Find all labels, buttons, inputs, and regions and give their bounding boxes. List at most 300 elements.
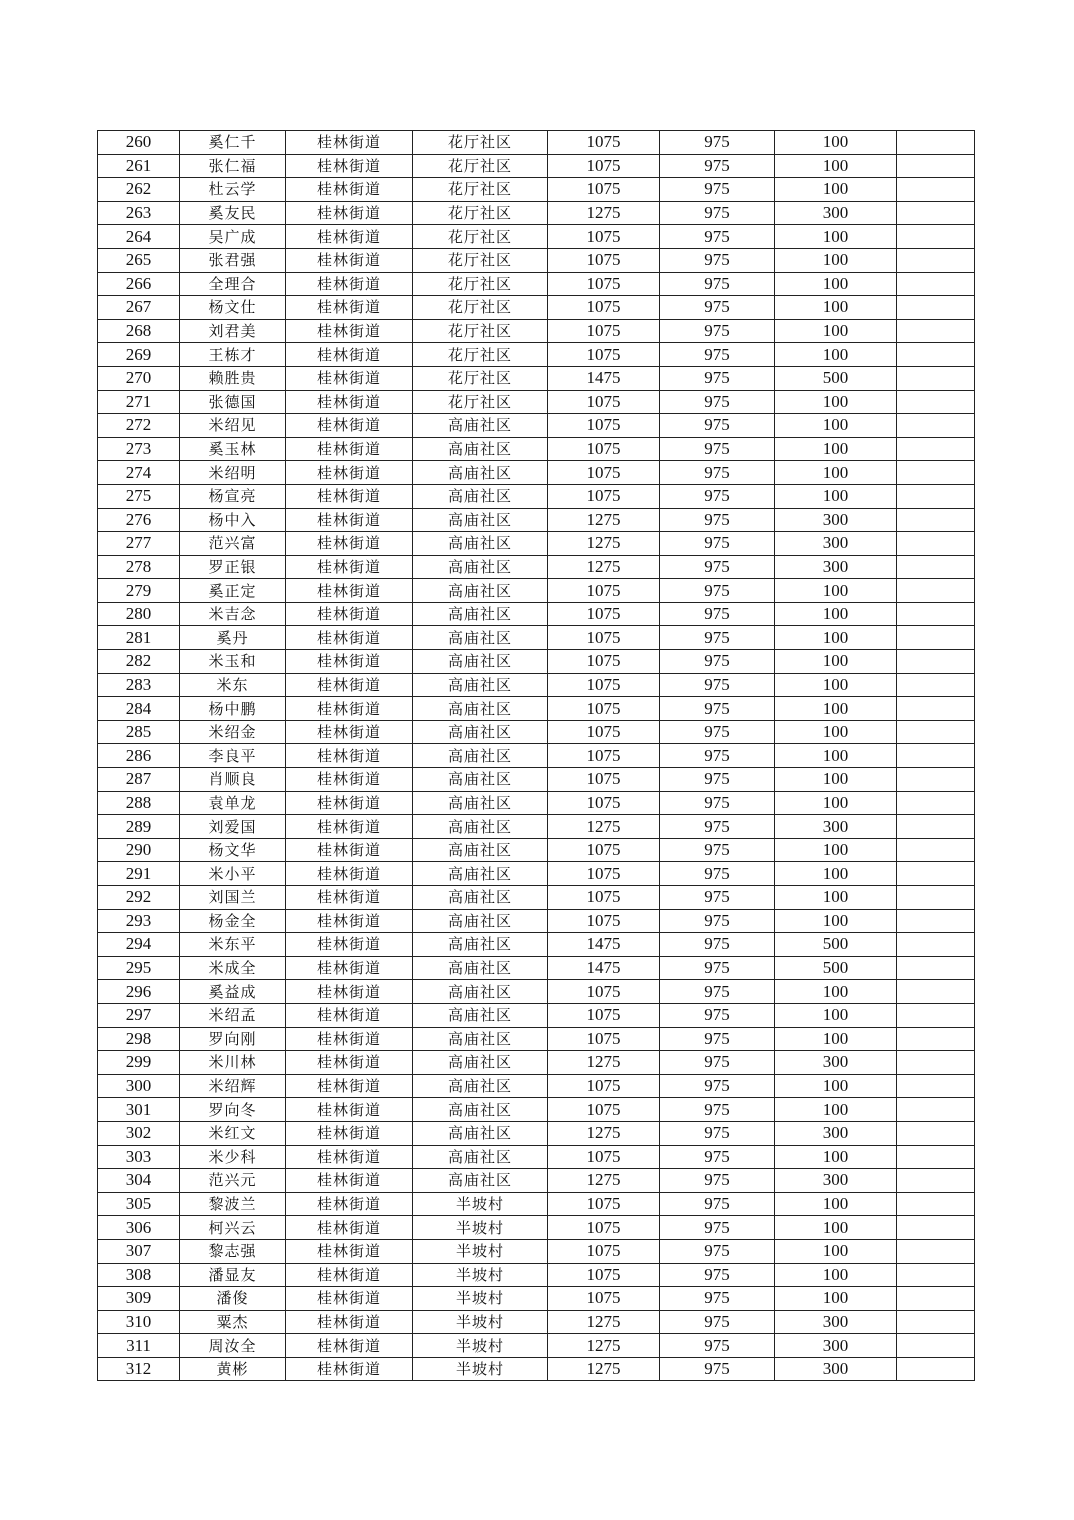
- amount-extra-cell: 100: [775, 720, 897, 744]
- amount-base-cell: 975: [660, 1074, 775, 1098]
- amount-extra-cell: 300: [775, 1051, 897, 1075]
- table-row: [98, 1003, 975, 1027]
- amount-total-cell: 1475: [548, 933, 660, 957]
- name-cell: 米绍明: [180, 461, 286, 485]
- street-cell: 桂林街道: [286, 626, 413, 650]
- remark-cell: [897, 909, 975, 933]
- table-row: [98, 154, 975, 178]
- amount-extra-cell: 300: [775, 1169, 897, 1193]
- amount-total-cell: 1075: [548, 1027, 660, 1051]
- amount-total-cell: 1075: [548, 296, 660, 320]
- amount-base-cell: 975: [660, 390, 775, 414]
- amount-base-cell: 975: [660, 838, 775, 862]
- street-cell: 桂林街道: [286, 154, 413, 178]
- amount-total-cell: 1475: [548, 366, 660, 390]
- table-row: [98, 1334, 975, 1358]
- amount-base-cell: 975: [660, 437, 775, 461]
- amount-extra-cell: 100: [775, 626, 897, 650]
- table-row: [98, 1263, 975, 1287]
- amount-extra-cell: 100: [775, 650, 897, 674]
- amount-total-cell: 1075: [548, 1263, 660, 1287]
- amount-total-cell: 1075: [548, 720, 660, 744]
- amount-base-cell: 975: [660, 602, 775, 626]
- name-cell: 杨中入: [180, 508, 286, 532]
- amount-total-cell: 1075: [548, 673, 660, 697]
- street-cell: 桂林街道: [286, 343, 413, 367]
- community-cell: 高庙社区: [413, 650, 548, 674]
- street-cell: 桂林街道: [286, 1287, 413, 1311]
- amount-base-cell: 975: [660, 744, 775, 768]
- serial-number-cell: 278: [98, 555, 180, 579]
- amount-base-cell: 975: [660, 343, 775, 367]
- remark-cell: [897, 1003, 975, 1027]
- remark-cell: [897, 437, 975, 461]
- table-row: [98, 555, 975, 579]
- amount-base-cell: 975: [660, 1098, 775, 1122]
- serial-number-cell: 290: [98, 838, 180, 862]
- table-row: [98, 225, 975, 249]
- amount-base-cell: 975: [660, 178, 775, 202]
- name-cell: 米玉和: [180, 650, 286, 674]
- street-cell: 桂林街道: [286, 461, 413, 485]
- amount-extra-cell: 100: [775, 1263, 897, 1287]
- amount-extra-cell: 100: [775, 838, 897, 862]
- remark-cell: [897, 933, 975, 957]
- remark-cell: [897, 248, 975, 272]
- amount-base-cell: 975: [660, 933, 775, 957]
- remark-cell: [897, 225, 975, 249]
- name-cell: 米绍见: [180, 414, 286, 438]
- remark-cell: [897, 390, 975, 414]
- amount-base-cell: 975: [660, 1003, 775, 1027]
- serial-number-cell: 282: [98, 650, 180, 674]
- name-cell: 李良平: [180, 744, 286, 768]
- amount-total-cell: 1075: [548, 650, 660, 674]
- street-cell: 桂林街道: [286, 201, 413, 225]
- table-row: [98, 131, 975, 155]
- amount-extra-cell: 300: [775, 532, 897, 556]
- street-cell: 桂林街道: [286, 1051, 413, 1075]
- street-cell: 桂林街道: [286, 414, 413, 438]
- community-cell: 花厅社区: [413, 225, 548, 249]
- serial-number-cell: 298: [98, 1027, 180, 1051]
- remark-cell: [897, 673, 975, 697]
- amount-base-cell: 975: [660, 484, 775, 508]
- community-cell: 花厅社区: [413, 154, 548, 178]
- name-cell: 杨文华: [180, 838, 286, 862]
- community-cell: 花厅社区: [413, 201, 548, 225]
- amount-base-cell: 975: [660, 768, 775, 792]
- table-row: [98, 1169, 975, 1193]
- name-cell: 袁单龙: [180, 791, 286, 815]
- community-cell: 花厅社区: [413, 272, 548, 296]
- street-cell: 桂林街道: [286, 815, 413, 839]
- amount-extra-cell: 100: [775, 1192, 897, 1216]
- remark-cell: [897, 508, 975, 532]
- street-cell: 桂林街道: [286, 1216, 413, 1240]
- amount-base-cell: 975: [660, 131, 775, 155]
- remark-cell: [897, 296, 975, 320]
- amount-extra-cell: 100: [775, 225, 897, 249]
- street-cell: 桂林街道: [286, 980, 413, 1004]
- remark-cell: [897, 838, 975, 862]
- street-cell: 桂林街道: [286, 1192, 413, 1216]
- community-cell: 半坡村: [413, 1239, 548, 1263]
- amount-extra-cell: 300: [775, 1121, 897, 1145]
- serial-number-cell: 306: [98, 1216, 180, 1240]
- community-cell: 高庙社区: [413, 673, 548, 697]
- table-row: [98, 178, 975, 202]
- name-cell: 米小平: [180, 862, 286, 886]
- amount-base-cell: 975: [660, 1027, 775, 1051]
- serial-number-cell: 294: [98, 933, 180, 957]
- name-cell: 赖胜贵: [180, 366, 286, 390]
- table-row: [98, 909, 975, 933]
- street-cell: 桂林街道: [286, 1098, 413, 1122]
- amount-total-cell: 1075: [548, 1074, 660, 1098]
- remark-cell: [897, 154, 975, 178]
- name-cell: 王栋才: [180, 343, 286, 367]
- name-cell: 米绍孟: [180, 1003, 286, 1027]
- community-cell: 高庙社区: [413, 437, 548, 461]
- street-cell: 桂林街道: [286, 272, 413, 296]
- street-cell: 桂林街道: [286, 650, 413, 674]
- street-cell: 桂林街道: [286, 1357, 413, 1381]
- serial-number-cell: 296: [98, 980, 180, 1004]
- serial-number-cell: 274: [98, 461, 180, 485]
- remark-cell: [897, 1074, 975, 1098]
- street-cell: 桂林街道: [286, 508, 413, 532]
- amount-base-cell: 975: [660, 650, 775, 674]
- street-cell: 桂林街道: [286, 1003, 413, 1027]
- serial-number-cell: 302: [98, 1121, 180, 1145]
- table-row: [98, 366, 975, 390]
- serial-number-cell: 308: [98, 1263, 180, 1287]
- remark-cell: [897, 956, 975, 980]
- amount-total-cell: 1075: [548, 131, 660, 155]
- amount-extra-cell: 100: [775, 1074, 897, 1098]
- amount-extra-cell: 100: [775, 461, 897, 485]
- serial-number-cell: 269: [98, 343, 180, 367]
- street-cell: 桂林街道: [286, 862, 413, 886]
- street-cell: 桂林街道: [286, 1334, 413, 1358]
- amount-total-cell: 1275: [548, 1310, 660, 1334]
- community-cell: 高庙社区: [413, 508, 548, 532]
- amount-total-cell: 1275: [548, 1169, 660, 1193]
- community-cell: 高庙社区: [413, 768, 548, 792]
- street-cell: 桂林街道: [286, 956, 413, 980]
- remark-cell: [897, 1287, 975, 1311]
- community-cell: 花厅社区: [413, 343, 548, 367]
- community-cell: 花厅社区: [413, 248, 548, 272]
- serial-number-cell: 271: [98, 390, 180, 414]
- amount-extra-cell: 300: [775, 201, 897, 225]
- serial-number-cell: 289: [98, 815, 180, 839]
- table-row: [98, 1027, 975, 1051]
- amount-total-cell: 1075: [548, 1287, 660, 1311]
- amount-total-cell: 1075: [548, 886, 660, 910]
- table-row: [98, 602, 975, 626]
- street-cell: 桂林街道: [286, 791, 413, 815]
- amount-total-cell: 1075: [548, 1098, 660, 1122]
- name-cell: 张君强: [180, 248, 286, 272]
- amount-base-cell: 975: [660, 1169, 775, 1193]
- serial-number-cell: 260: [98, 131, 180, 155]
- serial-number-cell: 295: [98, 956, 180, 980]
- street-cell: 桂林街道: [286, 437, 413, 461]
- remark-cell: [897, 1310, 975, 1334]
- amount-total-cell: 1075: [548, 154, 660, 178]
- amount-total-cell: 1275: [548, 1334, 660, 1358]
- amount-extra-cell: 100: [775, 744, 897, 768]
- name-cell: 肖顺良: [180, 768, 286, 792]
- table-row: [98, 1121, 975, 1145]
- amount-base-cell: 975: [660, 508, 775, 532]
- amount-base-cell: 975: [660, 815, 775, 839]
- table-row: [98, 956, 975, 980]
- community-cell: 高庙社区: [413, 414, 548, 438]
- amount-total-cell: 1275: [548, 1357, 660, 1381]
- table-row: [98, 1192, 975, 1216]
- amount-total-cell: 1075: [548, 602, 660, 626]
- amount-total-cell: 1475: [548, 956, 660, 980]
- table-row: [98, 1216, 975, 1240]
- amount-base-cell: 975: [660, 697, 775, 721]
- amount-total-cell: 1075: [548, 1192, 660, 1216]
- name-cell: 奚仁千: [180, 131, 286, 155]
- table-row: [98, 1357, 975, 1381]
- name-cell: 范兴富: [180, 532, 286, 556]
- community-cell: 高庙社区: [413, 532, 548, 556]
- name-cell: 米少科: [180, 1145, 286, 1169]
- amount-base-cell: 975: [660, 461, 775, 485]
- amount-base-cell: 975: [660, 414, 775, 438]
- amount-extra-cell: 500: [775, 956, 897, 980]
- remark-cell: [897, 815, 975, 839]
- street-cell: 桂林街道: [286, 366, 413, 390]
- amount-extra-cell: 500: [775, 933, 897, 957]
- amount-base-cell: 975: [660, 1357, 775, 1381]
- amount-base-cell: 975: [660, 366, 775, 390]
- amount-total-cell: 1075: [548, 390, 660, 414]
- community-cell: 高庙社区: [413, 602, 548, 626]
- serial-number-cell: 311: [98, 1334, 180, 1358]
- amount-extra-cell: 500: [775, 366, 897, 390]
- table-row: [98, 508, 975, 532]
- table-row: [98, 1051, 975, 1075]
- amount-total-cell: 1075: [548, 319, 660, 343]
- serial-number-cell: 283: [98, 673, 180, 697]
- table-row: [98, 461, 975, 485]
- amount-total-cell: 1075: [548, 248, 660, 272]
- street-cell: 桂林街道: [286, 1121, 413, 1145]
- community-cell: 高庙社区: [413, 980, 548, 1004]
- amount-extra-cell: 300: [775, 555, 897, 579]
- community-cell: 花厅社区: [413, 390, 548, 414]
- name-cell: 米绍辉: [180, 1074, 286, 1098]
- amount-extra-cell: 100: [775, 909, 897, 933]
- name-cell: 全理合: [180, 272, 286, 296]
- table-row: [98, 933, 975, 957]
- remark-cell: [897, 791, 975, 815]
- community-cell: 半坡村: [413, 1334, 548, 1358]
- amount-total-cell: 1275: [548, 1121, 660, 1145]
- amount-total-cell: 1075: [548, 838, 660, 862]
- name-cell: 张仁福: [180, 154, 286, 178]
- remark-cell: [897, 697, 975, 721]
- table-row: [98, 720, 975, 744]
- name-cell: 杜云学: [180, 178, 286, 202]
- remark-cell: [897, 461, 975, 485]
- community-cell: 高庙社区: [413, 626, 548, 650]
- name-cell: 黎志强: [180, 1239, 286, 1263]
- amount-total-cell: 1075: [548, 909, 660, 933]
- community-cell: 半坡村: [413, 1192, 548, 1216]
- serial-number-cell: 305: [98, 1192, 180, 1216]
- amount-extra-cell: 300: [775, 1310, 897, 1334]
- serial-number-cell: 286: [98, 744, 180, 768]
- community-cell: 高庙社区: [413, 815, 548, 839]
- amount-extra-cell: 100: [775, 1287, 897, 1311]
- amount-extra-cell: 100: [775, 343, 897, 367]
- serial-number-cell: 299: [98, 1051, 180, 1075]
- name-cell: 吴广成: [180, 225, 286, 249]
- community-cell: 高庙社区: [413, 1169, 548, 1193]
- serial-number-cell: 276: [98, 508, 180, 532]
- amount-base-cell: 975: [660, 956, 775, 980]
- community-cell: 高庙社区: [413, 1098, 548, 1122]
- table-row: [98, 579, 975, 603]
- street-cell: 桂林街道: [286, 1239, 413, 1263]
- community-cell: 高庙社区: [413, 697, 548, 721]
- community-cell: 半坡村: [413, 1287, 548, 1311]
- amount-total-cell: 1075: [548, 272, 660, 296]
- table-row: [98, 1098, 975, 1122]
- serial-number-cell: 267: [98, 296, 180, 320]
- table-row: [98, 697, 975, 721]
- table-row: [98, 484, 975, 508]
- street-cell: 桂林街道: [286, 720, 413, 744]
- amount-base-cell: 975: [660, 555, 775, 579]
- remark-cell: [897, 650, 975, 674]
- remark-cell: [897, 484, 975, 508]
- street-cell: 桂林街道: [286, 1169, 413, 1193]
- amount-base-cell: 975: [660, 154, 775, 178]
- remark-cell: [897, 131, 975, 155]
- street-cell: 桂林街道: [286, 1145, 413, 1169]
- serial-number-cell: 293: [98, 909, 180, 933]
- serial-number-cell: 262: [98, 178, 180, 202]
- street-cell: 桂林街道: [286, 319, 413, 343]
- roster-table: [97, 130, 975, 1381]
- table-row: [98, 673, 975, 697]
- name-cell: 奚益成: [180, 980, 286, 1004]
- serial-number-cell: 284: [98, 697, 180, 721]
- serial-number-cell: 312: [98, 1357, 180, 1381]
- table-row: [98, 744, 975, 768]
- street-cell: 桂林街道: [286, 296, 413, 320]
- community-cell: 半坡村: [413, 1263, 548, 1287]
- street-cell: 桂林街道: [286, 886, 413, 910]
- name-cell: 周汝全: [180, 1334, 286, 1358]
- community-cell: 高庙社区: [413, 838, 548, 862]
- name-cell: 奚正定: [180, 579, 286, 603]
- community-cell: 半坡村: [413, 1357, 548, 1381]
- amount-extra-cell: 100: [775, 673, 897, 697]
- amount-base-cell: 975: [660, 248, 775, 272]
- amount-base-cell: 975: [660, 720, 775, 744]
- community-cell: 高庙社区: [413, 555, 548, 579]
- amount-total-cell: 1275: [548, 201, 660, 225]
- amount-base-cell: 975: [660, 1216, 775, 1240]
- name-cell: 米红文: [180, 1121, 286, 1145]
- name-cell: 米成全: [180, 956, 286, 980]
- name-cell: 柯兴云: [180, 1216, 286, 1240]
- amount-base-cell: 975: [660, 862, 775, 886]
- name-cell: 米东平: [180, 933, 286, 957]
- amount-extra-cell: 300: [775, 1357, 897, 1381]
- name-cell: 黄彬: [180, 1357, 286, 1381]
- amount-total-cell: 1275: [548, 815, 660, 839]
- remark-cell: [897, 768, 975, 792]
- community-cell: 高庙社区: [413, 720, 548, 744]
- amount-extra-cell: 100: [775, 1003, 897, 1027]
- amount-extra-cell: 100: [775, 131, 897, 155]
- amount-base-cell: 975: [660, 1121, 775, 1145]
- table-row: [98, 343, 975, 367]
- amount-base-cell: 975: [660, 225, 775, 249]
- remark-cell: [897, 1145, 975, 1169]
- remark-cell: [897, 1192, 975, 1216]
- remark-cell: [897, 366, 975, 390]
- amount-extra-cell: 300: [775, 508, 897, 532]
- community-cell: 花厅社区: [413, 131, 548, 155]
- amount-extra-cell: 100: [775, 602, 897, 626]
- amount-total-cell: 1275: [548, 555, 660, 579]
- community-cell: 高庙社区: [413, 956, 548, 980]
- name-cell: 潘显友: [180, 1263, 286, 1287]
- name-cell: 米吉念: [180, 602, 286, 626]
- amount-extra-cell: 100: [775, 980, 897, 1004]
- amount-total-cell: 1075: [548, 225, 660, 249]
- amount-base-cell: 975: [660, 673, 775, 697]
- street-cell: 桂林街道: [286, 225, 413, 249]
- serial-number-cell: 275: [98, 484, 180, 508]
- amount-base-cell: 975: [660, 626, 775, 650]
- serial-number-cell: 279: [98, 579, 180, 603]
- amount-total-cell: 1075: [548, 343, 660, 367]
- serial-number-cell: 280: [98, 602, 180, 626]
- table-row: [98, 272, 975, 296]
- table-row: [98, 532, 975, 556]
- amount-total-cell: 1075: [548, 768, 660, 792]
- amount-total-cell: 1275: [548, 532, 660, 556]
- serial-number-cell: 263: [98, 201, 180, 225]
- serial-number-cell: 264: [98, 225, 180, 249]
- remark-cell: [897, 1216, 975, 1240]
- remark-cell: [897, 980, 975, 1004]
- amount-base-cell: 975: [660, 532, 775, 556]
- amount-total-cell: 1075: [548, 178, 660, 202]
- amount-extra-cell: 100: [775, 1145, 897, 1169]
- amount-extra-cell: 100: [775, 1098, 897, 1122]
- remark-cell: [897, 1263, 975, 1287]
- remark-cell: [897, 555, 975, 579]
- serial-number-cell: 307: [98, 1239, 180, 1263]
- name-cell: 粟杰: [180, 1310, 286, 1334]
- street-cell: 桂林街道: [286, 1074, 413, 1098]
- serial-number-cell: 310: [98, 1310, 180, 1334]
